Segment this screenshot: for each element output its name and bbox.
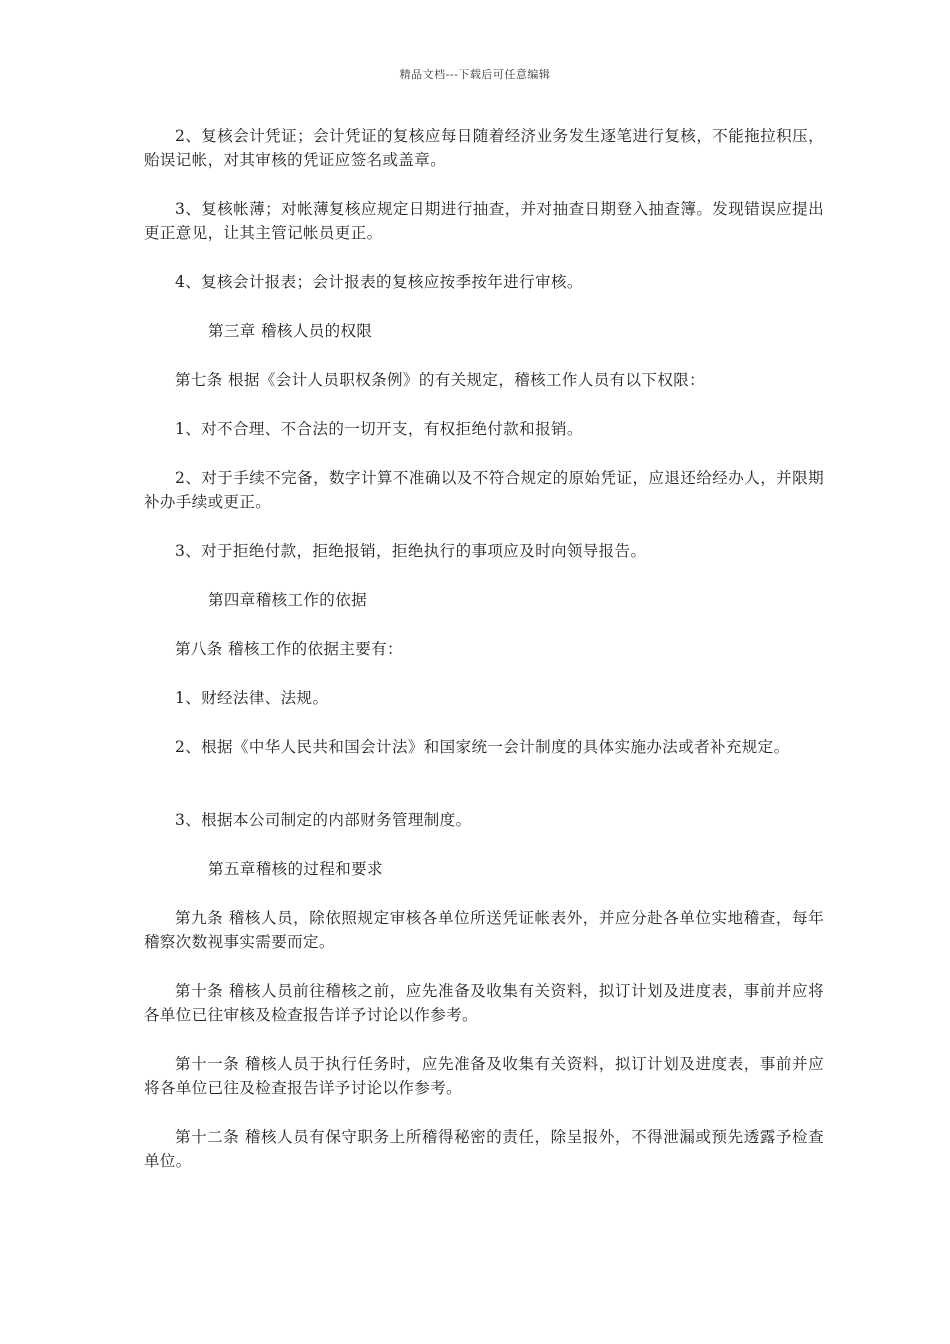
paragraph-review-reports: 4、复核会计报表；会计报表的复核应按季按年进行审核。 [175, 273, 583, 291]
article-8-item-1: 1、财经法律、法规。 [175, 689, 329, 707]
article-7-item-1: 1、对不合理、不合法的一切开支，有权拒绝付款和报销。 [175, 420, 583, 438]
article-11: 第十一条 稽核人员于执行任务时，应先准备及收集有关资料，拟订计划及进度表，事前并应将各单位已往及检查报告详予讨论以作参考。 [144, 1055, 824, 1097]
paragraph-review-vouchers: 2、复核会计凭证；会计凭证的复核应每日随着经济业务发生逐笔进行复核，不能拖拉积压，贻误记帐，对其审核的凭证应签名或盖章。 [144, 127, 824, 169]
article-9: 第九条 稽核人员，除依照规定审核各单位所送凭证帐表外，并应分赴各单位实地稽查，每年稽察次数视事实需要而定。 [144, 909, 824, 951]
article-7-item-3: 3、对于拒绝付款，拒绝报销，拒绝执行的事项应及时向领导报告。 [175, 542, 647, 560]
document-body [144, 124, 824, 1198]
chapter-3-heading: 第三章 稽核人员的权限 [208, 322, 373, 340]
article-10: 第十条 稽核人员前往稽核之前，应先准备及收集有关资料，拟订计划及进度表，事前并应将各单位已往审核及检查报告详予讨论以作参考。 [144, 982, 824, 1024]
chapter-5-heading: 第五章稽核的过程和要求 [208, 860, 383, 878]
page-header: 精品文档---下载后可任意编辑 [399, 68, 551, 81]
paragraph-review-ledgers: 3、复核帐薄；对帐薄复核应规定日期进行抽查，并对抽查日期登入抽查簿。发现错误应提出更正意见，让其主管记帐员更正。 [144, 200, 824, 242]
article-7: 第七条 根据《会计人员职权条例》的有关规定，稽核工作人员有以下权限： [175, 371, 706, 389]
article-8: 第八条 稽核工作的依据主要有： [175, 640, 403, 658]
article-8-item-2: 2、根据《中华人民共和国会计法》和国家统一会计制度的具体实施办法或者补充规定。 [175, 738, 790, 756]
article-12: 第十二条 稽核人员有保守职务上所稽得秘密的责任，除呈报外，不得泄漏或预先透露予检查单位。 [144, 1128, 824, 1170]
article-7-item-2: 2、对于手续不完备，数字计算不准确以及不符合规定的原始凭证，应退还给经办人，并限期补办手续或更正。 [144, 469, 824, 511]
chapter-4-heading: 第四章稽核工作的依据 [208, 591, 368, 609]
article-8-item-3: 3、根据本公司制定的内部财务管理制度。 [175, 811, 472, 829]
